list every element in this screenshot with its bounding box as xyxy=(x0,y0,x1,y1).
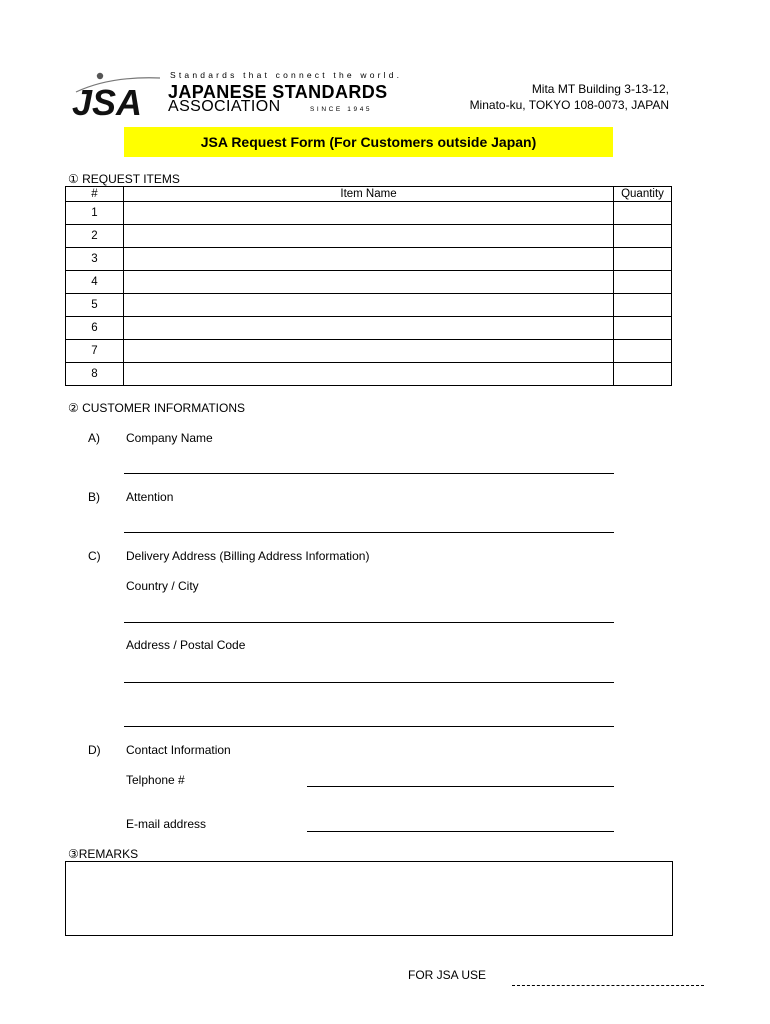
svg-text:JSA: JSA xyxy=(72,82,143,118)
quantity-cell[interactable] xyxy=(614,340,672,363)
jsa-use-field xyxy=(512,985,704,986)
item-name-cell[interactable] xyxy=(124,202,614,225)
contact-marker: D) xyxy=(88,743,101,757)
country-city-label: Country / City xyxy=(126,579,199,593)
tagline: Standards that connect the world. xyxy=(170,70,403,80)
col-header-quantity: Quantity xyxy=(614,187,672,202)
contact-info-label: Contact Information xyxy=(126,743,231,757)
customer-info-heading: ② CUSTOMER INFORMATIONS xyxy=(68,401,245,415)
table-row xyxy=(66,340,672,363)
email-field[interactable] xyxy=(307,831,614,832)
address-postal-field-2[interactable] xyxy=(124,726,614,727)
quantity-cell[interactable] xyxy=(614,294,672,317)
request-items-table xyxy=(65,186,672,386)
company-name-label: Company Name xyxy=(126,431,213,445)
email-label: E-mail address xyxy=(126,817,207,831)
item-name-cell[interactable] xyxy=(124,294,614,317)
address-postal-label: Address / Postal Code xyxy=(126,638,246,652)
item-name-cell[interactable] xyxy=(124,271,614,294)
table-row xyxy=(66,225,672,248)
item-name-cell[interactable] xyxy=(124,317,614,340)
table-row xyxy=(66,294,672,317)
row-number: 6 xyxy=(66,317,124,340)
row-number: 5 xyxy=(66,294,124,317)
company-marker: A) xyxy=(88,431,100,445)
table-row xyxy=(66,248,672,271)
row-number: 7 xyxy=(66,340,124,363)
attention-field[interactable] xyxy=(124,532,614,533)
company-name-field[interactable] xyxy=(124,473,614,474)
quantity-cell[interactable] xyxy=(614,317,672,340)
org-name-line1: JAPANESE STANDARDS xyxy=(168,82,388,102)
address-postal-field[interactable] xyxy=(124,682,614,683)
jsa-use-label: FOR JSA USE xyxy=(408,968,487,982)
table-row xyxy=(66,202,672,225)
telephone-label: Telphone # xyxy=(126,773,185,787)
col-header-num: # xyxy=(66,187,124,202)
request-items-heading: ① REQUEST ITEMS xyxy=(68,172,180,186)
table-row xyxy=(66,317,672,340)
telephone-field[interactable] xyxy=(307,786,614,787)
quantity-cell[interactable] xyxy=(614,202,672,225)
table-header-row xyxy=(66,187,672,202)
quantity-cell[interactable] xyxy=(614,248,672,271)
form-title: JSA Request Form (For Customers outside Japan) xyxy=(124,127,613,157)
attention-marker: B) xyxy=(88,490,100,504)
remarks-field[interactable] xyxy=(65,861,673,936)
row-number: 4 xyxy=(66,271,124,294)
row-number: 1 xyxy=(66,202,124,225)
item-name-cell[interactable] xyxy=(124,363,614,386)
quantity-cell[interactable] xyxy=(614,225,672,248)
quantity-cell[interactable] xyxy=(614,271,672,294)
item-name-cell[interactable] xyxy=(124,340,614,363)
quantity-cell[interactable] xyxy=(614,363,672,386)
attention-label: Attention xyxy=(126,490,174,504)
row-number: 3 xyxy=(66,248,124,271)
jsa-logo xyxy=(70,70,162,118)
address-line1: Mita MT Building 3-13-12, xyxy=(531,82,669,96)
org-name-line2: ASSOCIATION xyxy=(168,98,281,115)
table-row xyxy=(66,363,672,386)
address-line2: Minato-ku, TOKYO 108-0073, JAPAN xyxy=(469,98,669,112)
table-row xyxy=(66,271,672,294)
delivery-address-label: Delivery Address (Billing Address Information) xyxy=(126,549,370,563)
item-name-cell[interactable] xyxy=(124,225,614,248)
country-city-field[interactable] xyxy=(124,622,614,623)
col-header-item-name: Item Name xyxy=(124,187,614,202)
delivery-marker: C) xyxy=(88,549,101,563)
row-number: 8 xyxy=(66,363,124,386)
item-name-cell[interactable] xyxy=(124,248,614,271)
row-number: 2 xyxy=(66,225,124,248)
since-label: SINCE 1945 xyxy=(310,106,373,113)
remarks-heading: ③REMARKS xyxy=(68,847,139,861)
